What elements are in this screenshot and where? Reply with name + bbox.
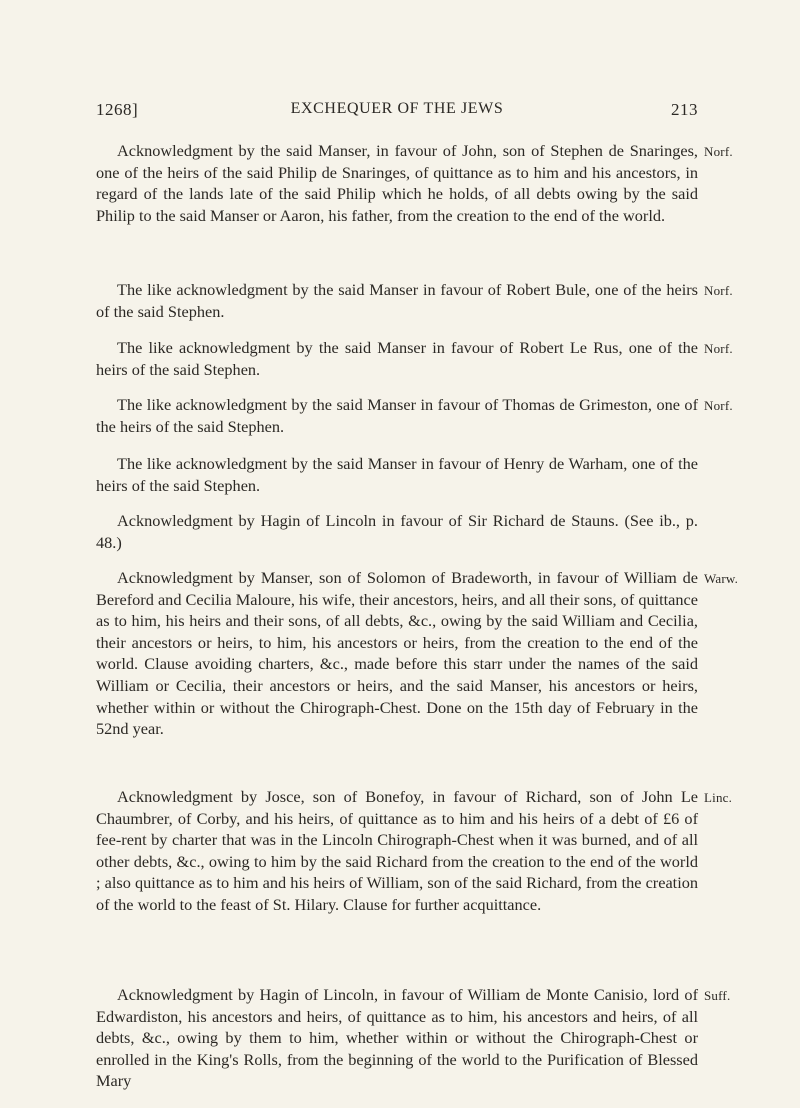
- entry-text: The like acknowledgment by the said Manser in favour of Thomas de Grimeston, one of the heirs of the said Stephen.: [96, 395, 698, 436]
- entry-9: [96, 984, 731, 1092]
- county-marginal-note: Warw.: [704, 571, 739, 586]
- county-marginal-note: Norf.: [704, 398, 733, 413]
- entry-text: The like acknowledgment by the said Manser in favour of Robert Le Rus, one of the heirs of the said Stephen.: [96, 338, 698, 379]
- county-marginal-note: Linc.: [704, 790, 733, 805]
- county-marginal-note: Norf.: [704, 283, 733, 298]
- running-title: EXCHEQUER OF THE JEWS: [290, 100, 504, 117]
- entry-1: [96, 140, 733, 226]
- entry-7: [96, 567, 739, 740]
- entry-2: [96, 279, 733, 322]
- entry-text: The like acknowledgment by the said Manser in favour of Robert Bule, one of the heirs of the said Stephen.: [96, 280, 698, 321]
- entry-text: Acknowledgment by Hagin of Lincoln in favour of Sir Richard de Stauns. (See ib., p. 48.): [96, 511, 698, 552]
- entry-text: Acknowledgment by the said Manser, in favour of John, son of Stephen de Snaringes, one of the heirs of the said Philip de Snaringes, of quittance as to him and his ancestors, in regard of the lands late of the said Philip which he holds, of all debts owing by the said Philip to the said Manser or Aaron, his father, from the creation to the end of the world.: [96, 141, 698, 225]
- page-number: 213: [671, 100, 698, 119]
- entry-3: [96, 337, 733, 380]
- county-marginal-note: Norf.: [704, 144, 733, 159]
- entry-text: The like acknowledgment by the said Manser in favour of Henry de Warham, one of the heirs of the said Stephen.: [96, 454, 698, 495]
- entry-text: Acknowledgment by Manser, son of Solomon of Bradeworth, in favour of William de Bereford and Cecilia Maloure, his wife, their ancestors, heirs, and all their sons, of quittance as to him, his heirs and their sons, of all debts, &c., owing by the said William and Cecilia, their ancestors or heirs, to him, his ancestors or heirs, from the creation to the end of the world. Clause avoiding charters, &c., made before this starr under the names of the said William or Cecilia, their ancestors or heirs, and the said Manser, his ancestors or heirs, whether within or without the Chirograph-Chest. Done on the 15th day of February in the 52nd year.: [96, 568, 698, 739]
- county-marginal-note: Norf.: [704, 341, 733, 356]
- entry-text: Acknowledgment by Josce, son of Bonefoy, in favour of Richard, son of John Le Chaumbrer, of Corby, and his heirs, of quittance as to him and his heirs of a debt of £6 of fee-rent by charter that was in the Lincoln Chirograph-Chest when it was burned, and of all other debts, &c., owing to him by the said Richard from the creation to the end of the world ; also quittance as to him and his heirs of William, son of the said Richard, from the creation of the world to the feast of St. Hilary. Clause for further acquittance.: [96, 787, 698, 914]
- entry-6: [96, 510, 698, 553]
- entry-8: [96, 786, 733, 916]
- page-header: [96, 100, 698, 126]
- entry-text: Acknowledgment by Hagin of Lincoln, in favour of William de Monte Canisio, lord of Edwardiston, his ancestors and heirs, of quittance as to him, his ancestors and heirs, of all debts, &c., owing by them to him, whether within or without the Chirograph-Chest or enrolled in the King's Rolls, from the beginning of the world to the Purification of Blessed Mary: [96, 985, 698, 1091]
- header-year: 1268]: [96, 100, 139, 119]
- entry-5: [96, 453, 698, 496]
- county-marginal-note: Suff.: [704, 988, 731, 1003]
- entry-4: [96, 394, 733, 437]
